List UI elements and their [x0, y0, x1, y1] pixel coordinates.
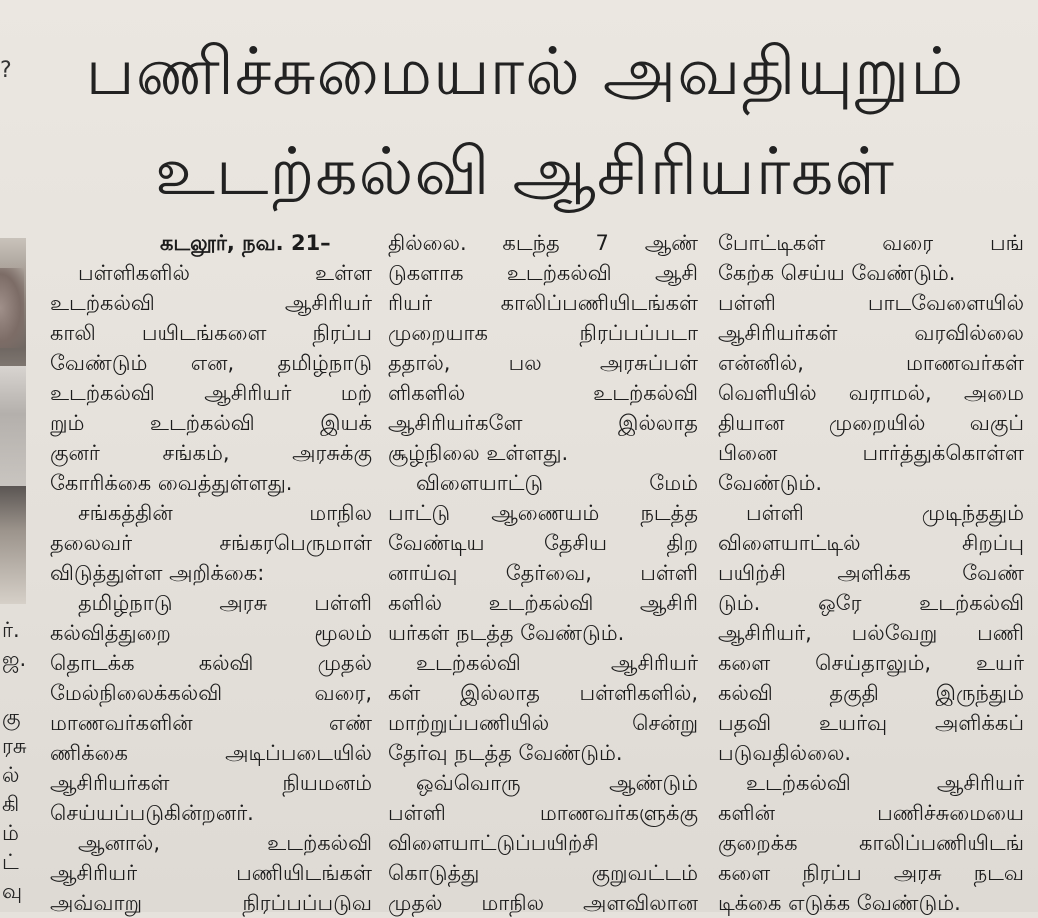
article-line: களில் உடற்கல்வி ஆசிரி	[388, 591, 698, 615]
article-line: உடற்கல்வி ஆசிரியர் மற்	[50, 381, 372, 405]
article-line: தியான முறையில் வகுப்	[718, 411, 1024, 435]
article-line: றும் உடற்கல்வி இயக்	[50, 411, 372, 435]
article-line: கேற்க செய்ய வேண்டும்.	[718, 261, 956, 285]
article-line: பள்ளிகளில் உள்ள	[78, 261, 372, 285]
article-line: சங்கத்தின் மாநில	[78, 501, 372, 525]
article-line: மேல்நிலைக்கல்வி வரை,	[50, 681, 372, 705]
article-line: ரியர் காலிப்பணியிடங்கள்	[388, 291, 698, 315]
article-line: முதல் மாநில அளவிலான	[388, 891, 698, 915]
article-line: டுகளாக உடற்கல்வி ஆசி	[388, 261, 698, 285]
dateline: கடலூர், நவ. 21–	[160, 231, 331, 255]
article-line: னாய்வு தேர்வை, பள்ளி	[388, 561, 698, 585]
article-line: ஆசிரியர்கள் வரவில்லை	[718, 321, 1024, 345]
article-line: ணிக்கை அடிப்படையில்	[50, 741, 372, 765]
article-line: பள்ளி முடிந்ததும்	[746, 501, 1024, 525]
article-line: தமிழ்நாடு அரசு பள்ளி	[78, 591, 372, 615]
article-line: என்னில், மாணவர்கள்	[718, 351, 1024, 375]
article-line: விடுத்துள்ள அறிக்கை:	[50, 561, 265, 585]
article-line: உடற்கல்வி ஆசிரியர்	[746, 771, 1024, 795]
article-line: தலைவர் சங்கரபெருமாள்	[50, 531, 372, 555]
fragment-text: வு	[2, 879, 23, 903]
article-line: உடற்கல்வி ஆசிரியர்	[416, 651, 698, 675]
article-line: வேண்டிய தேசிய திற	[388, 531, 698, 555]
article-line: விளையாட்டுப்பயிற்சி	[388, 831, 599, 855]
fragment-text: ல்	[2, 763, 20, 787]
article-line: ஆசிரியர் பணியிடங்கள்	[50, 861, 372, 885]
fragment-text: கு	[2, 705, 21, 729]
article-line: டும். ஒரே உடற்கல்வி	[718, 591, 1024, 615]
article-line: வெளியில் வராமல், அமை	[718, 381, 1024, 405]
headline-line-2: உடற்கல்வி ஆசிரியர்கள்	[155, 133, 895, 210]
article-column-2	[388, 228, 698, 918]
article-line: தொடக்க கல்வி முதல்	[50, 651, 372, 675]
article-line: பயிற்சி அளிக்க வேண்	[718, 561, 1024, 585]
article-line: உடற்கல்வி ஆசிரியர்	[50, 291, 372, 315]
article-line: செய்யப்படுகின்றனர்.	[50, 801, 254, 825]
adjacent-column-fragments	[2, 616, 30, 906]
photo-shirt	[0, 366, 26, 486]
article-line: கல்வித்துறை மூலம்	[50, 621, 372, 645]
fragment-text: ஜ.	[2, 647, 27, 671]
article-line: கோரிக்கை வைத்துள்ளது.	[50, 471, 293, 495]
clipped-photo	[0, 238, 26, 604]
article-column-3	[718, 228, 1024, 918]
article-line: படுவதில்லை.	[718, 741, 852, 765]
article-line: ஆசிரியர், பல்வேறு பணி	[718, 621, 1024, 645]
article-line: களை செய்தாலும், உயர்	[718, 651, 1024, 675]
article-line: கல்வி தகுதி இருந்தும்	[718, 681, 1024, 705]
article-line: குறைக்க காலிப்பணியிடங்	[718, 831, 1024, 855]
article-line: முறையாக நிரப்பப்படா	[388, 321, 698, 345]
article-line: காலி பயிடங்களை நிரப்ப	[50, 321, 372, 345]
article-line: டிக்கை எடுக்க வேண்டும்.	[718, 891, 961, 915]
article-column-1	[50, 228, 372, 918]
article-line: ஆனால், உடற்கல்வி	[78, 831, 372, 855]
article-line: மாற்றுப்பணியில் சென்று	[388, 711, 698, 735]
article-line: ளிகளில் உடற்கல்வி	[388, 381, 698, 405]
article-line: சூழ்நிலை உள்ளது.	[388, 441, 569, 465]
article-line: ஒவ்வொரு ஆண்டும்	[416, 771, 698, 795]
fragment-text: ர்.	[2, 618, 20, 642]
photo-face	[0, 268, 24, 348]
fragment-text: கி	[2, 792, 20, 816]
article-line: களை நிரப்ப அரசு நடவ	[718, 861, 1024, 885]
article-line: யர்கள் நடத்த வேண்டும்.	[388, 621, 625, 645]
article-line: அவ்வாறு நிரப்பப்படுவ	[50, 891, 372, 915]
article-line: பதவி உயர்வு அளிக்கப்	[718, 711, 1024, 735]
article-line: தேர்வு நடத்த வேண்டும்.	[388, 741, 623, 765]
article-line: வேண்டும் என, தமிழ்நாடு	[50, 351, 372, 375]
article-line: ஆசிரியர்கள் நியமனம்	[50, 771, 372, 795]
fragment-text: ரசு	[2, 734, 27, 758]
article-line: ததால், பல அரசுப்பள்	[388, 351, 698, 375]
article-line: கொடுத்து குறுவட்டம்	[388, 861, 698, 885]
article-line: தில்லை. கடந்த 7 ஆண்	[388, 231, 698, 255]
fragment-text	[2, 674, 30, 703]
article-line: பாட்டு ஆணையம் நடத்த	[388, 501, 698, 525]
headline-line-1: பணிச்சுமையால் அவதியுறும்	[85, 33, 965, 110]
article-line: கள் இல்லாத பள்ளிகளில்,	[388, 681, 698, 705]
article-line: குனர் சங்கம், அரசுக்கு	[50, 441, 372, 465]
article-line: விளையாட்டு மேம்	[416, 471, 698, 495]
fragment-text: ட்	[2, 850, 19, 874]
article-line: மாணவர்களின் எண்	[50, 711, 372, 735]
article-line: போட்டிகள் வரை பங்	[718, 231, 1024, 255]
fragment-text: ம்	[2, 821, 19, 845]
article-line: ஆசிரியர்களே இல்லாத	[388, 411, 698, 435]
article-line: பள்ளி பாடவேளையில்	[718, 291, 1024, 315]
article-line: வேண்டும்.	[718, 471, 823, 495]
article-line: பள்ளி மாணவர்களுக்கு	[388, 801, 698, 825]
article-line: களின் பணிச்சுமையை	[718, 801, 1024, 825]
article-line: பினை பார்த்துக்கொள்ள	[718, 441, 1024, 465]
margin-mark: ?	[0, 58, 12, 83]
article-line: விளையாட்டில் சிறப்பு	[718, 531, 1024, 555]
